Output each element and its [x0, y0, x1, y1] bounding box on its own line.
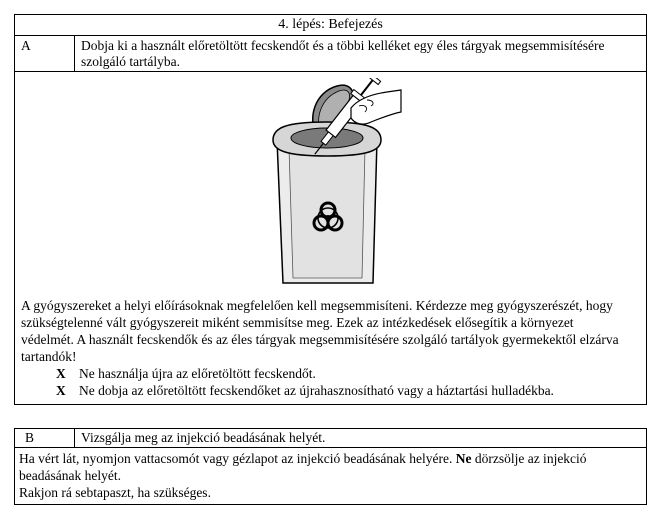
step-b-table	[14, 428, 647, 505]
step-b-instruction: Vizsgálja meg az injekció beadásának helyét.	[81, 430, 326, 445]
step-a-paragraph	[21, 297, 621, 399]
step-b-text-bold: Ne	[455, 451, 472, 466]
step-a-row	[15, 36, 646, 72]
step-b-text-part1: Ha vért lát, nyomjon vattacsomót vagy gézlapot az injekció beadásának helyére.	[19, 451, 456, 466]
step-b-letter: B	[15, 429, 75, 447]
step-b-body	[15, 448, 646, 504]
warning-mark: X	[56, 383, 66, 398]
step-a-letter: A	[15, 36, 75, 71]
warning-text: Ne használja újra az előretöltött fecskendőt.	[79, 366, 316, 381]
warning-item	[56, 382, 621, 399]
step-b-text-part2: dörzsölje az injekció beadásának helyét.	[19, 451, 587, 483]
step-b-line-1	[19, 450, 646, 484]
warning-mark: X	[56, 366, 66, 381]
step-a-body	[15, 72, 646, 404]
step-b-row	[15, 429, 646, 448]
step-b-line-2: Rakjon rá sebtapaszt, ha szükséges.	[19, 485, 211, 500]
step-title: 4. lépés: Befejezés	[15, 15, 646, 36]
step-a-instruction: Dobja ki a használt előretöltött fecskendőt és a többi kelléket egy éles tárgyak megsemmisítésére szolgáló tartályba.	[81, 38, 605, 69]
sharps-container-with-syringe-icon	[255, 78, 405, 293]
disposal-paragraph: A gyógyszereket a helyi előírásoknak megfelelően kell megsemmisíteni. Kérdezze meg gyógyszerészét, hogy szükségtelenné vált gyógyszereit miként semmisítse meg. Ezek az intézkedések elősegítik a környezet védelmét. A használt fecskendők és az éles tárgyak megsemmisítésére szolgáló tartályok gyermekektől elzárva tartandók!	[21, 298, 619, 364]
warning-text: Ne dobja az előretöltött fecskendőket az újrahasznosítható vagy a háztartási hulladékba.	[79, 383, 554, 398]
step-4-table	[14, 14, 647, 405]
warning-item	[56, 365, 621, 382]
